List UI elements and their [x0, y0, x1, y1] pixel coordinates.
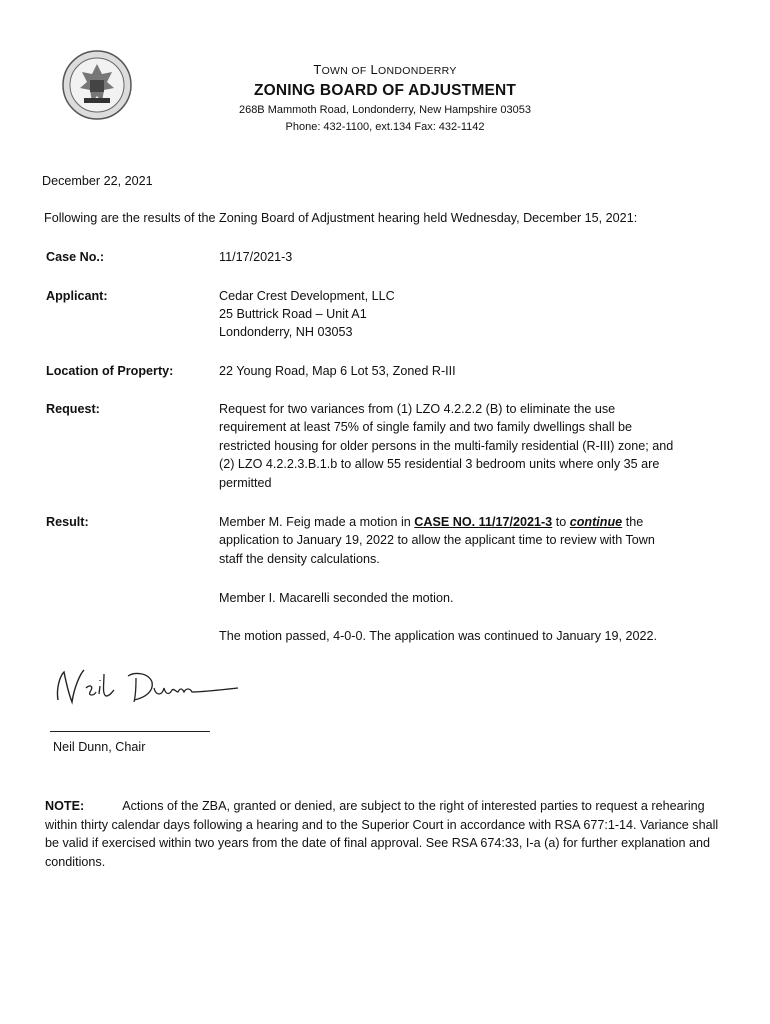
- note-text: Actions of the ZBA, granted or denied, are subject to the right of interested parties to request a rehearing within thirty calendar days following a hearing and to the Superior Court in accordance with RSA 677:1-14. Variance shall be valid if exercised within two years from the date of final approval. See RSA 674:33, I-a (a) for further explanation and conditions.: [45, 799, 719, 869]
- signer-name: Neil Dunn, Chair: [53, 740, 146, 754]
- applicant-name: Cedar Crest Development, LLC: [219, 289, 395, 303]
- result-motion-line: staff the density calculations.: [219, 552, 380, 566]
- request-line: Request for two variances from (1) LZO 4.2.2.2 (B) to eliminate the use: [219, 402, 616, 416]
- note-label: NOTE:: [45, 799, 85, 813]
- applicant-label: Applicant:: [46, 289, 108, 303]
- result-passed: The motion passed, 4-0-0. The application was continued to January 19, 2022.: [219, 629, 658, 643]
- request-label: Request:: [46, 402, 100, 416]
- result-label: Result:: [46, 515, 89, 529]
- applicant-city: Londonderry, NH 03053: [219, 325, 353, 339]
- result-motion: Member M. Feig made a motion in CASE NO. 11/17/2021-3 to continue the: [219, 515, 644, 529]
- location-value: 22 Young Road, Map 6 Lot 53, Zoned R-III: [219, 364, 456, 378]
- signature-line: [50, 731, 210, 732]
- request-line: permitted: [219, 476, 272, 490]
- request-line: (2) LZO 4.2.2.3.B.1.b to allow 55 residential 3 bedroom units where only 35 are: [219, 457, 660, 471]
- motion-action: continue: [569, 515, 623, 529]
- case-label: Case No.:: [46, 250, 105, 264]
- result-motion-line: application to January 19, 2022 to allow the applicant time to review with Town: [219, 533, 655, 547]
- case-number: 11/17/2021-3: [219, 250, 293, 264]
- intro-text: Following are the results of the Zoning Board of Adjustment hearing held Wednesday, December 15, 2021:: [44, 211, 638, 225]
- request-line: requirement at least 75% of single family and two family dwellings shall be: [219, 420, 632, 434]
- chair-signature: [50, 658, 250, 718]
- applicant-street: 25 Buttrick Road – Unit A1: [219, 307, 367, 321]
- case-reference: CASE NO. 11/17/2021-3: [414, 515, 553, 529]
- board-address: 268B Mammoth Road, Londonderry, New Hampshire 03053: [238, 104, 532, 116]
- note-paragraph: [45, 797, 735, 871]
- town-seal-icon: [62, 50, 132, 120]
- town-name: TOWN OF LONDONDERRY: [313, 62, 457, 77]
- result-second: Member I. Macarelli seconded the motion.: [219, 591, 454, 605]
- letter-date: December 22, 2021: [42, 174, 153, 188]
- location-label: Location of Property:: [46, 364, 174, 378]
- board-title: ZONING BOARD OF ADJUSTMENT: [253, 82, 517, 99]
- request-line: restricted housing for older persons in the multi-family residential (R-III) zone; and: [219, 439, 674, 453]
- board-phone: Phone: 432-1100, ext.134 Fax: 432-1142: [285, 121, 485, 133]
